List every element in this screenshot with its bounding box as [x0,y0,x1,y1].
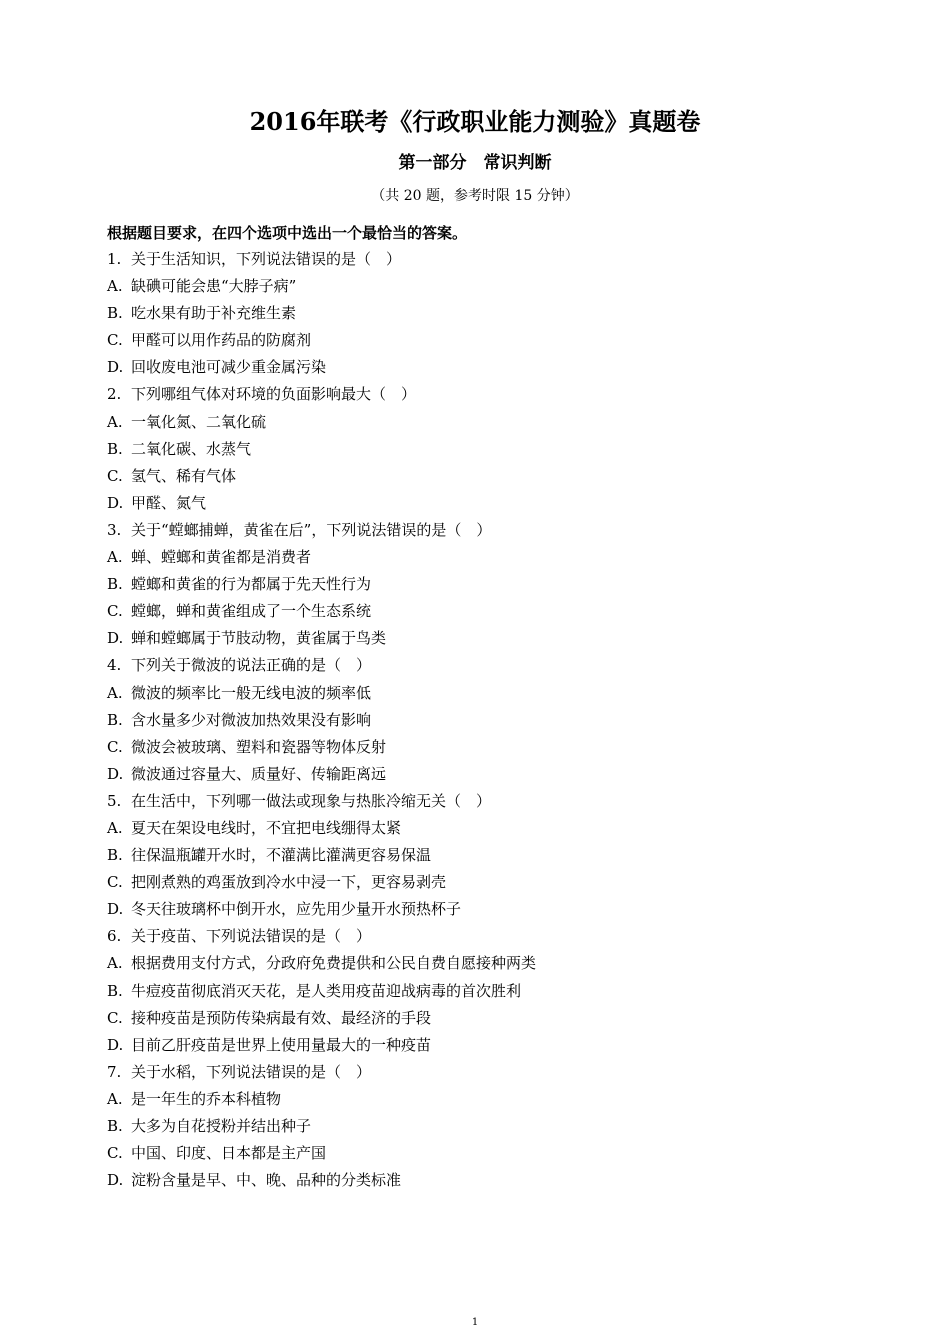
question-2-option-a [107,409,867,436]
option-text: 微波的频率比一般无线电波的频率低 [131,683,372,702]
option-label: B. [107,304,123,323]
question-2-option-d [107,490,867,517]
question-7-option-c [107,1140,867,1167]
section-note: （共 20 题，参考时限 15 分钟） [371,188,579,204]
option-text: 甲醛可以用作药品的防腐剂 [131,331,312,350]
option-text: 微波会被玻璃、塑料和瓷器等物体反射 [131,737,387,756]
option-label: B. [107,575,123,594]
option-text: 中国、印度、日本都是主产国 [131,1144,327,1163]
question-6-option-d [107,1032,867,1059]
option-label: C. [107,602,123,621]
question-1-option-c [107,327,867,354]
option-label: B. [107,981,123,1000]
option-label: D. [107,1035,124,1054]
question-stem [107,246,867,273]
question-stem [107,788,867,815]
question-2 [107,381,867,516]
question-text: 在生活中，下列哪一做法或现象与热胀冷缩无关（ ） [131,791,492,810]
question-text: 关于生活知识，下列说法错误的是（ ） [131,250,402,268]
question-text: 下列关于微波的说法正确的是（ ） [131,656,372,675]
question-5-option-a [107,815,867,842]
page-number: 1 [471,1317,479,1328]
question-5-option-b [107,842,867,869]
question-4-option-c [107,734,867,761]
option-label: B. [107,1117,123,1135]
question-7-option-d [107,1167,867,1194]
question-stem [107,517,867,544]
option-label: D. [107,629,124,648]
question-6-option-b [107,978,867,1005]
option-text: 含水量多少对微波加热效果没有影响 [131,710,372,729]
question-5-option-c [107,869,867,896]
question-7-option-b [107,1113,867,1140]
option-text: 氢气、稀有气体 [131,466,237,485]
option-label: D. [107,764,124,783]
option-text: 大多为自花授粉并结出种子 [131,1117,312,1135]
question-3-option-b [107,571,867,598]
question-text: 关于“螳螂捕蝉，黄雀在后”，下列说法错误的是（ ） [131,520,492,539]
option-label: C. [107,873,123,892]
question-1-option-a [107,273,867,300]
option-text: 往保温瓶罐开水时，不灌满比灌满更容易保温 [131,846,432,865]
option-text: 一氧化氮、二氧化硫 [131,412,267,431]
option-label: A. [107,548,123,567]
question-6-option-c [107,1005,867,1032]
option-text: 接种疫苗是预防传染病最有效、最经济的手段 [131,1008,432,1027]
question-stem [107,381,867,408]
option-text: 蝉和螳螂属于节肢动物，黄雀属于鸟类 [131,629,387,648]
option-label: D. [107,900,124,919]
question-number: 4. [107,656,122,675]
question-number: 1. [107,250,122,268]
question-3-option-a [107,544,867,571]
option-label: D. [107,1171,124,1190]
option-label: A. [107,277,123,296]
question-2-option-b [107,436,867,463]
option-text: 螳螂，蝉和黄雀组成了一个生态系统 [131,602,372,621]
option-text: 螳螂和黄雀的行为都属于先天性行为 [131,575,372,594]
option-label: C. [107,1008,123,1027]
option-text: 回收废电池可减少重金属污染 [131,358,327,377]
question-text: 下列哪组气体对环境的负面影响最大（ ） [131,385,417,404]
option-text: 甲醛、氮气 [131,493,207,512]
question-7 [107,1059,867,1194]
question-6 [107,923,867,1058]
question-2-option-c [107,463,867,490]
question-3 [107,517,867,652]
option-label: C. [107,1144,123,1163]
option-text: 缺碘可能会患“大脖子病” [131,277,297,296]
question-4-option-b [107,707,867,734]
question-stem [107,652,867,679]
option-text: 把刚煮熟的鸡蛋放到冷水中浸一下，更容易剥壳 [131,873,447,892]
option-text: 二氧化碳、水蒸气 [131,439,252,458]
option-text: 目前乙肝疫苗是世界上使用量最大的一种疫苗 [131,1035,432,1054]
option-label: B. [107,439,123,458]
question-3-option-d [107,625,867,652]
question-5 [107,788,867,923]
option-label: C. [107,737,123,756]
question-3-option-c [107,598,867,625]
question-list [107,246,867,1194]
option-label: A. [107,818,123,837]
question-text: 关于水稻，下列说法错误的是（ ） [131,1062,372,1081]
option-label: B. [107,846,123,865]
question-6-option-a [107,950,867,977]
option-text: 根据费用支付方式，分政府免费提供和公民自费自愿接种两类 [131,954,537,973]
question-1-option-d [107,354,867,381]
option-text: 冬天往玻璃杯中倒开水，应先用少量开水预热杯子 [131,900,462,919]
option-text: 吃水果有助于补充维生素 [131,304,297,323]
option-text: 淀粉含量是早、中、晚、品种的分类标准 [131,1171,402,1190]
option-label: A. [107,1089,123,1108]
option-label: A. [107,412,123,431]
option-label: A. [107,954,123,973]
instruction-text: 根据题目要求，在四个选项中选出一个最恰当的答案。 [107,224,468,242]
option-text: 蝉、螳螂和黄雀都是消费者 [131,548,312,567]
question-text: 关于疫苗、下列说法错误的是（ ） [131,927,372,946]
question-7-option-a [107,1086,867,1113]
option-text: 夏天在架设电线时，不宜把电线绷得太紧 [131,818,402,837]
question-1-option-b [107,300,867,327]
option-label: D. [107,358,124,377]
option-label: A. [107,683,123,702]
question-4-option-a [107,680,867,707]
option-text: 微波通过容量大、质量好、传输距离远 [131,764,387,783]
page-title: 2016年联考《行政职业能力测验》真题卷 [249,107,701,136]
option-label: B. [107,710,123,729]
option-label: C. [107,331,123,350]
option-text: 是一年生的乔本科植物 [131,1089,282,1108]
question-number: 5. [107,791,122,810]
question-number: 3. [107,520,122,539]
option-label: C. [107,466,123,485]
section-heading: 第一部分 常识判断 [398,153,552,173]
question-stem [107,923,867,950]
question-stem [107,1059,867,1086]
option-label: D. [107,493,124,512]
question-number: 6. [107,927,122,946]
question-4-option-d [107,761,867,788]
question-number: 2. [107,385,122,404]
question-1 [107,246,867,381]
question-5-option-d [107,896,867,923]
question-4 [107,652,867,787]
option-text: 牛痘疫苗彻底消灭天花，是人类用疫苗迎战病毒的首次胜利 [131,981,522,1000]
question-number: 7. [107,1062,122,1081]
